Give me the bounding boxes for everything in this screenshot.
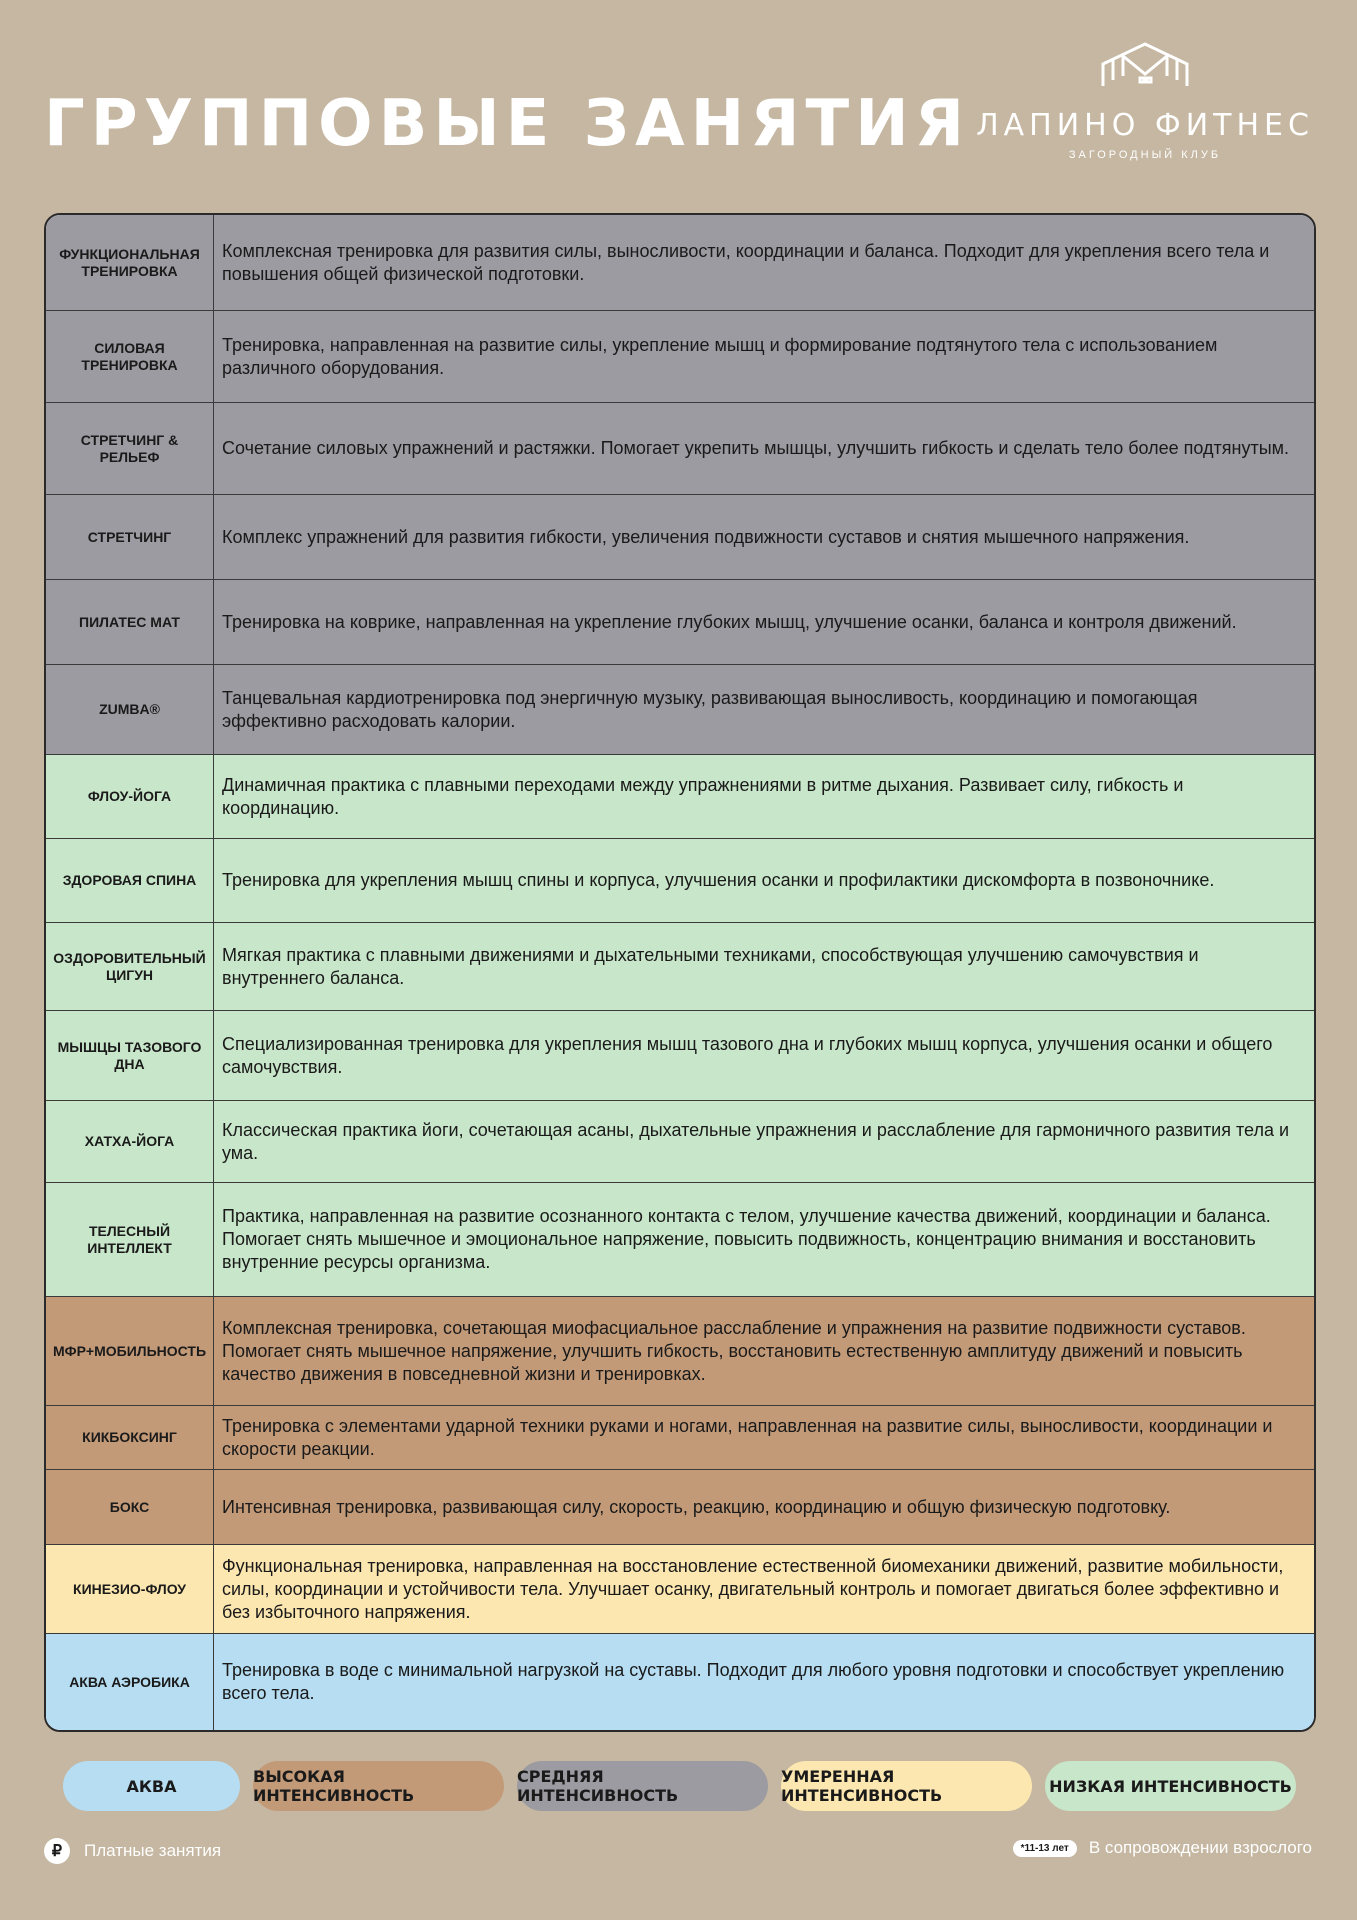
class-description: Интенсивная тренировка, развивающая силу, скорость, реакцию, координацию и общую физическую подготовку.: [222, 1496, 1171, 1517]
class-row: [46, 1634, 1314, 1730]
paid-classes-note: [44, 1838, 221, 1864]
class-name: СТРЕТЧИНГ & РЕЛЬЕФ: [46, 403, 214, 494]
age-badge: *11-13 лет: [1013, 1840, 1077, 1857]
class-description: Комплексная тренировка, сочетающая миофасциальное расслабление и упражнения на развитие подвижности суставов. Помогает снять мышечное напряжение, улучшить гибкость, восстановить естественную амплитуду движений и повысить качество движения в повседневной жизни и тренировках.: [222, 1317, 1246, 1384]
class-name: БОКС: [46, 1470, 214, 1544]
class-description: Практика, направленная на развитие осознанного контакта с телом, улучшение качества движений, координации и баланса. Помогает снять мышечное и эмоциональное напряжение, повысить подвижность, концентрацию внимания и восстановить внутренние ресурсы организма.: [222, 1206, 1271, 1272]
logo-name: ЛАПИНО ФИТНЕС: [976, 108, 1314, 143]
class-description: Специализированная тренировка для укрепления мышц тазового дна и глубоких мышц корпуса, улучшения осанки и общего самочувствия.: [222, 1033, 1273, 1077]
class-row: [46, 1101, 1314, 1183]
class-row: [46, 1183, 1314, 1297]
class-name: ZUMBA®: [46, 665, 214, 754]
class-description: Динамичная практика с плавными переходами между упражнениями в ритме дыхания. Развивает силу, гибкость и координацию.: [222, 774, 1184, 818]
class-name: МЫШЦЫ ТАЗОВОГО ДНА: [46, 1011, 214, 1100]
class-description: Комплекс упражнений для развития гибкости, увеличения подвижности суставов и снятия мышечного напряжения.: [222, 526, 1190, 547]
class-description: Функциональная тренировка, направленная на восстановление естественной биомеханики движений, развитие мобильности, силы, координации и устойчивости тела. Улучшает осанку, двигательный контроль и помогает двигаться более эффективно и без избыточного напряжения.: [222, 1555, 1284, 1622]
class-row: [46, 1297, 1314, 1406]
class-name: ФЛОУ-ЙОГА: [46, 755, 214, 838]
classes-table: [44, 213, 1316, 1732]
class-row: [46, 839, 1314, 923]
class-description: Тренировка, направленная на развитие силы, укрепление мышц и формирование подтянутого тела с использованием различного оборудования.: [222, 334, 1218, 378]
paid-classes-label: Платные занятия: [84, 1841, 222, 1860]
class-row: [46, 665, 1314, 755]
class-name: ПИЛАТЕС МАТ: [46, 580, 214, 664]
intensity-legend: [63, 1761, 1296, 1811]
class-description: Классическая практика йоги, сочетающая асаны, дыхательные упражнения и расслабление для гармоничного развития тела и ума.: [222, 1119, 1290, 1163]
class-row: [46, 580, 1314, 665]
class-name: ЗДОРОВАЯ СПИНА: [46, 839, 214, 922]
class-row: [46, 1470, 1314, 1545]
class-row: [46, 923, 1314, 1011]
accompanied-note: [1013, 1838, 1312, 1858]
legend-medium-intensity: СРЕДНЯЯ ИНТЕНСИВНОСТЬ: [517, 1761, 768, 1811]
class-name: АКВА АЭРОБИКА: [46, 1634, 214, 1730]
class-row: [46, 755, 1314, 839]
class-description: Тренировка для укрепления мышц спины и корпуса, улучшения осанки и профилактики дискомфорта в позвоночнике.: [222, 870, 1215, 890]
class-name: КИНЕЗИО-ФЛОУ: [46, 1545, 214, 1633]
class-description: Танцевальная кардиотренировка под энергичную музыку, развивающая выносливость, координацию и помогающая эффективно расходовать калории.: [222, 687, 1198, 731]
footer: [44, 1838, 1312, 1868]
legend-low-intensity: НИЗКАЯ ИНТЕНСИВНОСТЬ: [1045, 1761, 1296, 1811]
class-row: [46, 311, 1314, 403]
class-row: [46, 215, 1314, 311]
logo-subtitle: ЗАГОРОДНЫЙ КЛУБ: [1068, 149, 1222, 161]
class-row: [46, 403, 1314, 495]
class-name: КИКБОКСИНГ: [46, 1406, 214, 1469]
legend-moderate-intensity: УМЕРЕННАЯ ИНТЕНСИВНОСТЬ: [781, 1761, 1032, 1811]
class-name: СИЛОВАЯ ТРЕНИРОВКА: [46, 311, 214, 402]
ruble-icon: ₽: [44, 1838, 70, 1864]
class-description: Мягкая практика с плавными движениями и дыхательными техниками, способствующая улучшению самочувствия и внутреннего баланса.: [222, 944, 1199, 988]
legend-high-intensity: ВЫСОКАЯ ИНТЕНСИВНОСТЬ: [253, 1761, 504, 1811]
class-name: ФУНКЦИОНАЛЬНАЯ ТРЕНИРОВКА: [46, 215, 214, 310]
class-name: СТРЕТЧИНГ: [46, 495, 214, 579]
club-logo: [975, 40, 1315, 161]
class-description: Тренировка на коврике, направленная на укрепление глубоких мышц, улучшение осанки, баланса и контроля движений.: [222, 611, 1237, 632]
class-description: Тренировка с элементами ударной техники руками и ногами, направленная на развитие силы, выносливости, координации и скорости реакции.: [222, 1415, 1273, 1459]
legend-aqua: АКВА: [63, 1761, 240, 1811]
class-row: [46, 1011, 1314, 1101]
class-row: [46, 1406, 1314, 1470]
class-row: [46, 1545, 1314, 1634]
class-name: ХАТХА-ЙОГА: [46, 1101, 214, 1182]
house-logo-icon: [1097, 40, 1193, 90]
class-row: [46, 495, 1314, 580]
page-title: ГРУППОВЫЕ ЗАНЯТИЯ: [44, 87, 970, 161]
class-description: Тренировка в воде с минимальной нагрузкой на суставы. Подходит для любого уровня подготовки и способствует укреплению всего тела.: [222, 1660, 1285, 1703]
accompanied-label: В сопровождении взрослого: [1088, 1838, 1312, 1857]
class-name: ОЗДОРОВИТЕЛЬНЫЙ ЦИГУН: [46, 923, 214, 1010]
class-name: МФР+МОБИЛЬНОСТЬ: [46, 1297, 214, 1405]
class-name: ТЕЛЕСНЫЙ ИНТЕЛЛЕКТ: [46, 1183, 214, 1296]
class-description: Сочетание силовых упражнений и растяжки. Помогает укрепить мышцы, улучшить гибкость и сделать тело более подтянутым.: [222, 438, 1290, 458]
class-description: Комплексная тренировка для развития силы, выносливости, координации и баланса. Подходит для укрепления всего тела и повышения общей физической подготовки.: [222, 240, 1270, 284]
